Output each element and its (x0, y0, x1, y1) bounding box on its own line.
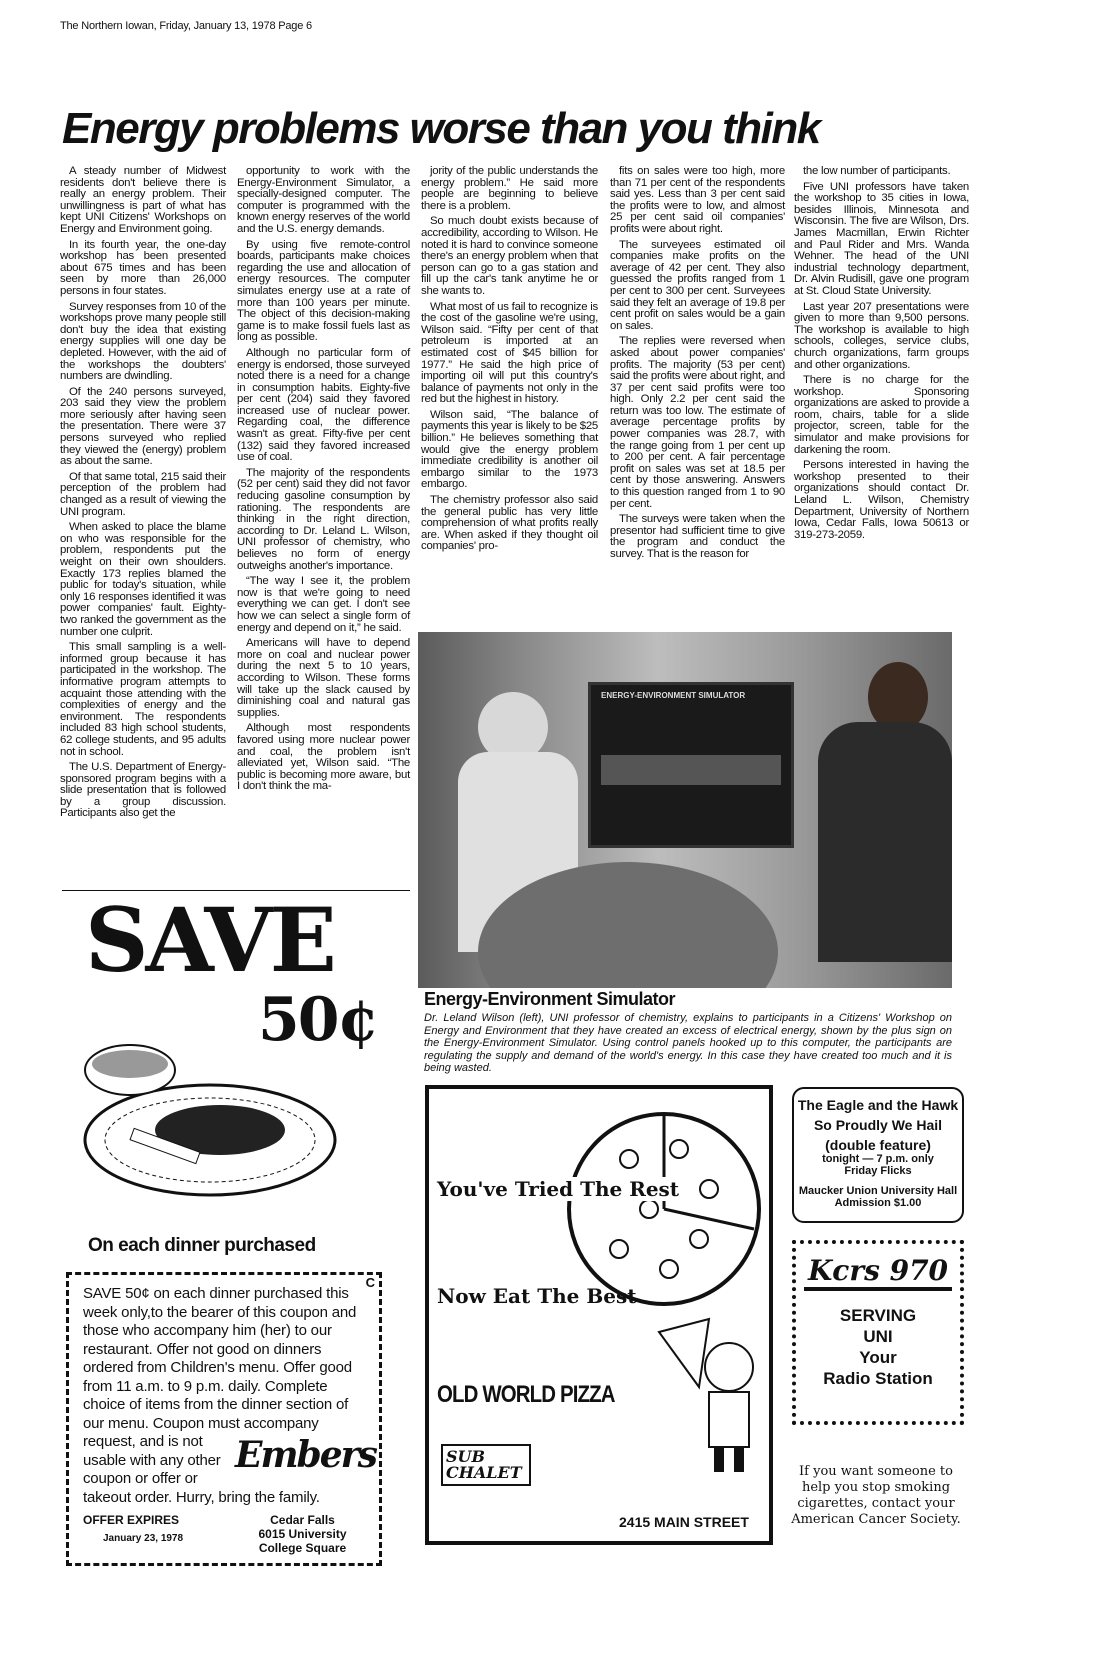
paragraph: By using five remote-control boards, participants make choices regarding the use and allocation of energy resources. The computer simulates energy use at a rate of more than 100 years per minute. The object of this decision-making game is to make fossil fuels last as long as possible. (237, 238, 410, 344)
paragraph: The replies were reversed when asked about power companies' profits. The majority (53 per cent) said the profits were about right, and 37 per cent said profits were too high. Only 2.2 per cent said the return was too low. The estimate of average percentage profits by power companies was 28.7, with the range going from 1 per cent up to 200 per cent. A fair percentage profit on sales was set at 18.5 per cent by those answering. Answers to this question ranged from 1 to 90 per cent. (610, 335, 785, 510)
paragraph: A steady number of Midwest residents don't believe there is really an energy problem. Their unwillingness is part of what has kept UNI Citizens' Workshops on Energy and Environment going. (60, 165, 226, 235)
paragraph: This small sampling is a well-informed group because it has participated in the workshop. The informative program attempts to acquaint those attending with the complexities of energy and the environment. The respondents included 83 high school students, 62 college students, and 95 adults not in school. (60, 641, 226, 758)
embers-location: College Square (258, 1541, 347, 1555)
offer-expires-label: OFFER EXPIRES (83, 1513, 180, 1527)
pizza-line-1: You've Tried The Rest (437, 1177, 680, 1201)
embers-logo: Embers (235, 1434, 376, 1476)
simulator-label: ENERGY-ENVIRONMENT SIMULATOR (601, 691, 746, 700)
article-column-5 (794, 166, 969, 545)
student-body (818, 722, 952, 962)
photo-caption: Dr. Leland Wilson (left), UNI professor of chemistry, explains to participants in a Citizens' Workshop on Energy and Environment that they have created an excess of electrical energy, shown by the plus sign on the Energy-Environment Simulator. Using control panels hooked up to this computer, the participants are regulating the supply and demand of the world's energy. In this case they have created too much and it is being wasted. (424, 1012, 952, 1074)
pizza-address: 2415 MAIN STREET (619, 1514, 749, 1530)
paragraph: jority of the public understands the energy problem.” He said more people are beginning to believe there is a problem. (421, 165, 598, 212)
movie-venue: Maucker Union University Hall (798, 1185, 958, 1197)
paragraph: “The way I see it, the problem now is that we're going to need everything we can get. I don't see how we can select a single form of energy and depend on it,” he said. (237, 575, 410, 634)
paragraph: Wilson said, “The balance of payments this year is likely to be $25 billion.” He believes something that would give the energy problem immediate credibility is another oil embargo similar to the 1973 embargo. (421, 408, 598, 491)
movie-admission: Admission $1.00 (834, 1197, 922, 1209)
pizza-line-2: Now Eat The Best (437, 1284, 637, 1308)
embers-tagline: On each dinner purchased (88, 1235, 316, 1256)
kcrs-line: Your (859, 1348, 897, 1367)
paragraph: So much doubt exists because of accredibility, according to Wilson. He noted it is hard to convince someone there's an energy problem when that person can go to a gas station and fill up the car's tank anytime he or she wants to. (421, 215, 598, 297)
simulator-console (588, 682, 794, 848)
paragraph: fits on sales were too high, more than 71 per cent of the respondents said yes. Less than 3 per cent said the profits were to low, and almost 25 per cent said oil companies' profits were about right. (610, 165, 785, 235)
movie-title-1: The Eagle and the Hawk (797, 1097, 959, 1113)
embers-save-heading: SAVE (85, 888, 334, 992)
paragraph: Although most respondents favored using more nuclear power and coal, the problem isn't alleviated yet, Wilson said. “The public is becoming more aware, but I don't think the ma- (237, 722, 410, 793)
paragraph: In its fourth year, the one-day workshop has been presented about 675 times and has been seen by more than 26,000 persons in four states. (60, 238, 226, 297)
steak-dinner-illustration (80, 1030, 340, 1200)
paragraph: Survey responses from 10 of the workshops prove many people still don't buy the idea that existing energy supplies will one day be depleted. However, with the aid of the workshops the doubters' numbers are dwindling. (60, 300, 226, 383)
page-folio: The Northern Iowan, Friday, January 13, 1978 Page 6 (60, 20, 312, 32)
article-column-2 (237, 166, 410, 797)
pizza-name: OLD WORLD PIZZA (437, 1381, 615, 1408)
coupon[interactable] (66, 1272, 382, 1566)
paragraph: Persons interested in having the workshop presented to their organizations should contact Dr. Leland L. Wilson, Chemistry Department, University of Northern Iowa, Cedar Falls, Iowa 50613 or 319-273-2059. (794, 459, 969, 541)
paragraph: opportunity to work with the Energy-Environment Simulator, a specially-designed computer. The computer is programmed with the known energy reserves of the world and the U.S. energy demands. (237, 165, 410, 235)
paragraph: The U.S. Department of Energy-sponsored program begins with a slide presentation that is followed by a group discussion. Participants also get the (60, 761, 226, 820)
sub-chalet-logo: SUB CHALET (441, 1444, 531, 1486)
coupon-mark: C (365, 1275, 375, 1290)
offer-expires-date: January 23, 1978 (103, 1533, 184, 1544)
paragraph: There is no charge for the workshop. Sponsoring organizations are asked to provide a room, chairs, table for a slide projector, screen, table for the simulator and make provisions for darkening the room. (794, 374, 969, 456)
paragraph: The surveyees estimated oil companies make profits on the average of 42 per cent. They also guessed the profits ranged from 1 per cent to 300 per cent. Surveyees said they felt an average of 19.8 per cent profit on sales would be a gain on sales. (610, 238, 785, 332)
paragraph: The majority of the respondents (52 per cent) said they did not favor reducing gasoline consumption by rationing. The respondents are thinking in the right direction, according to Dr. Leland L. Wilson, UNI professor of chemistry, who believes no form of energy outweighs another's importance. (237, 466, 410, 572)
kcrs-line: Radio Station (823, 1369, 933, 1388)
article-column-3 (421, 166, 598, 557)
movie-time: tonight — 7 p.m. only (822, 1153, 934, 1165)
paragraph: What most of us fail to recognize is the cost of the gasoline we're using, Wilson said. “Fifty per cent of that petroleum is imported at an estimated cost of $45 billion for 1977.” He said the high price of importing oil will put this country's balance of payments not only in the red but the highest in history. (421, 300, 598, 406)
coupon-text-block (83, 1285, 376, 1507)
movie-ad (792, 1087, 964, 1223)
kcrs-logo: Kcrs 970 (804, 1254, 952, 1291)
cancer-society-psa: If you want someone to help you stop smoking cigarettes, contact your American Cancer Society. (791, 1464, 961, 1527)
kcrs-line: UNI (863, 1327, 893, 1346)
pizza-ad (425, 1085, 773, 1545)
embers-amount: 50¢ (258, 985, 378, 1055)
headline: Energy problems worse than you think (62, 104, 820, 153)
mascot-illustration (654, 1317, 769, 1477)
photo-caption-title: Energy-Environment Simulator (424, 989, 676, 1009)
article-column-1 (60, 166, 226, 824)
offer-expires (83, 1513, 183, 1544)
article-column-4 (610, 166, 785, 565)
paragraph: Although no particular form of energy is endorsed, those surveyed noted there is a need for a change in consumption habits. Eighty-five per cent (204) said they favored increased use of nuclear power. Regarding coal, the difference wasn't as great. Fifty-five per cent (132) said they favored increased use of coal. (237, 346, 410, 464)
paragraph: Of the 240 persons surveyed, 203 said they view the problem more seriously after having seen the presentation. There were 37 persons surveyed who replied they viewed the (energy) problem as about the same. (60, 385, 226, 468)
paragraph: Of that same total, 215 said their perception of the problem had changed as a result of viewing the UNI program. (60, 470, 226, 518)
coupon-footer (83, 1513, 365, 1555)
paragraph: Five UNI professors have taken the workshop to 35 cities in Iowa, besides Illinois, Minnesota and Wisconsin. The five are Wilson, Drs. James Macmillan, Erwin Richter and Paul Rider and Mrs. Wanda Wehner. The head of the UNI industrial technology department, Dr. Alvin Rudisill, gave one program at St. Cloud State University. (794, 180, 969, 297)
paragraph: Last year 207 presentations were given to more than 9,500 persons. The workshop is available to high schools, colleges, service clubs, church organizations, farm groups and other organizations. (794, 300, 969, 371)
embers-city: Cedar Falls (270, 1513, 335, 1527)
paragraph: the low number of participants. (803, 165, 951, 177)
coupon-text: SAVE 50¢ on each dinner purchased this week only,to the bearer of this coupon and those who accompany him (her) to our restaurant. Offer not good on dinners ordered from Children's menu. Offer good from 11 a.m. to 9 p.m. daily. Complete choice of items from the dinner section of our menu. Coupon must accompany request, and is not usable with any other coupon or offer or takeout order. Hurry, bring the family. (83, 1285, 357, 1506)
paragraph: Americans will have to depend more on coal and nuclear power during the next 5 to 10 years, according to Wilson. These forms will take up the slack caused by diminishing coal and natural gas supplies. (237, 637, 410, 719)
kcrs-ad (792, 1240, 964, 1425)
paragraph: The chemistry professor also said the general public has very little comprehension of what profits really are. When asked if they thought oil companies' pro- (421, 494, 598, 553)
movie-title-2: So Proudly We Hail (813, 1117, 943, 1133)
paragraph: When asked to place the blame on who was responsible for the problem, respondents put the weight on their own shoulders. Exactly 173 replies blamed the public for today's situation, while only 16 responses identified it was power companies' fault. Eighty-two ranked the government as the number one culprit. (60, 521, 226, 638)
movie-series: Friday Flicks (844, 1165, 912, 1177)
paragraph: The surveys were taken when the presentor had sufficient time to give the program and conduct the survey. That is the reason for (610, 513, 785, 560)
embers-address (240, 1513, 365, 1555)
movie-feature: (double feature) (825, 1137, 931, 1153)
embers-street: 6015 University (258, 1527, 347, 1541)
simulator-photo (418, 632, 952, 988)
display-panel (601, 755, 781, 785)
kcrs-line: SERVING (839, 1306, 917, 1325)
